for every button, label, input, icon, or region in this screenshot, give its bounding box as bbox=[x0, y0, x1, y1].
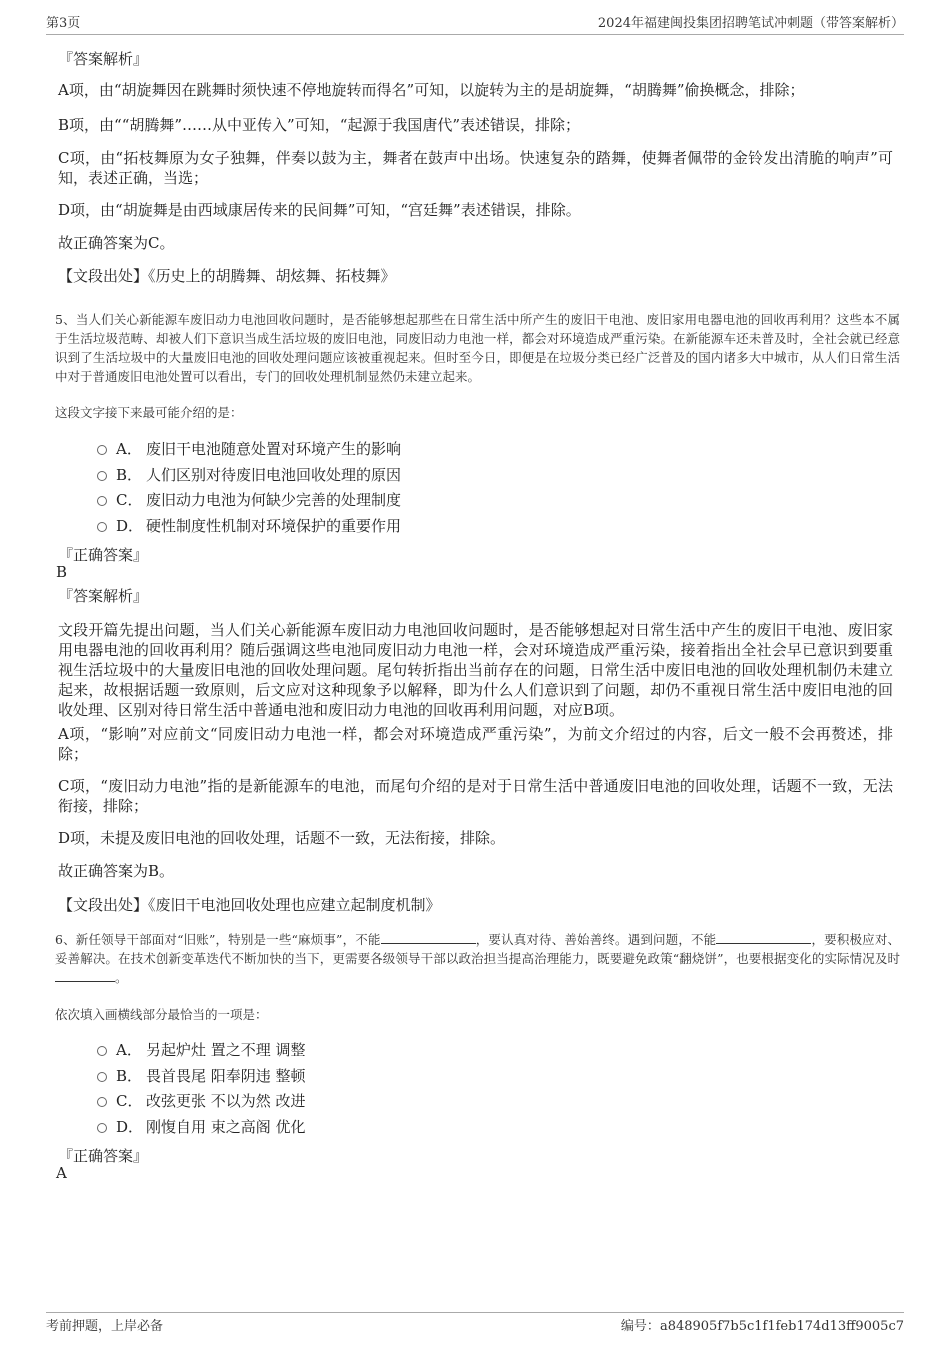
source-citation: 【文段出处】《历史上的胡腾舞、胡炫舞、拓枝舞》 bbox=[58, 267, 396, 285]
code-value: a848905f7b5c1f1feb174d13ff9005c7 bbox=[659, 1319, 904, 1334]
page-footer bbox=[46, 1312, 904, 1334]
document-code bbox=[621, 1315, 904, 1334]
option-text: 人们区别对待废旧电池回收处理的原因 bbox=[146, 465, 402, 484]
fill-blank-1 bbox=[381, 931, 476, 944]
option-d[interactable] bbox=[97, 1116, 306, 1136]
option-letter: B． bbox=[116, 465, 143, 484]
option-letter: D． bbox=[116, 516, 144, 535]
fill-blank-3 bbox=[55, 969, 115, 982]
option-text: 废旧干电池随意处置对环境产生的影响 bbox=[146, 439, 402, 458]
option-a[interactable] bbox=[97, 438, 401, 458]
radio-icon[interactable] bbox=[97, 522, 107, 532]
option-text: 改弦更张 不以为然 改进 bbox=[146, 1091, 306, 1110]
option-d[interactable] bbox=[97, 515, 401, 535]
answer-conclusion: 故正确答案为C。 bbox=[58, 234, 175, 252]
question-text-part: 6、新任领导干部面对“旧账”，特别是一些“麻烦事”，不能 bbox=[55, 932, 381, 947]
analysis-line: A项，由“胡旋舞因在跳舞时须快速不停地旋转而得名”可知，以旋转为主的是胡旋舞，“胡腾舞”偷换概念，排除； bbox=[58, 81, 805, 99]
option-a[interactable] bbox=[97, 1039, 306, 1059]
option-letter: C． bbox=[116, 490, 143, 509]
correct-answer-label: 『正确答案』 bbox=[58, 546, 149, 564]
option-text: 刚愎自用 束之高阁 优化 bbox=[146, 1117, 306, 1136]
option-letter: A． bbox=[116, 439, 142, 458]
page-header bbox=[46, 12, 904, 35]
radio-icon[interactable] bbox=[97, 1123, 107, 1133]
analysis-label: 『答案解析』 bbox=[58, 50, 149, 68]
option-c[interactable] bbox=[97, 489, 401, 509]
radio-icon[interactable] bbox=[97, 1097, 107, 1107]
option-text: 废旧动力电池为何缺少完善的处理制度 bbox=[146, 490, 402, 509]
radio-icon[interactable] bbox=[97, 1046, 107, 1056]
code-label: 编号： bbox=[620, 1319, 660, 1334]
answer-conclusion: 故正确答案为B。 bbox=[58, 862, 175, 880]
question-5-prompt: 这段文字接下来最可能介绍的是： bbox=[55, 405, 243, 420]
analysis-line: A项，“影响”对应前文“同废旧动力电池一样，都会对环境造成严重污染”，为前文介绍过的内容，后文一般不会再赘述，排除； bbox=[58, 725, 893, 763]
correct-answer: A bbox=[56, 1164, 67, 1182]
analysis-paragraph: 文段开篇先提出问题，当人们关心新能源车废旧动力电池回收问题时，是否能够想起对日常生活中产生的废旧干电池、废旧家用电器电池的回收再利用？随后强调这些电池同废旧动力电池一样，会对环境造成严重污染，接着指出全社会早已意识到要重视生活垃圾中的大量废旧电池的回收处理问题。尾句转折指出当前存在的问题，日常生活中废旧电池的回收处理机制仍未建立起来，故根据话题一致原则，后文应对这种现象予以解释，即为什么人们意识到了问题，却仍不重视日常生活中废旧电池的回收处理、区别对待日常生活中普通电池和废旧动力电池的回收再利用问题，对应B项。 bbox=[58, 621, 893, 719]
option-letter: D． bbox=[116, 1117, 144, 1136]
analysis-label: 『答案解析』 bbox=[58, 587, 149, 605]
option-letter: B． bbox=[116, 1066, 143, 1085]
question-6-prompt: 依次填入画横线部分最恰当的一项是： bbox=[55, 1007, 268, 1022]
question-text-part: 。 bbox=[115, 970, 128, 985]
radio-icon[interactable] bbox=[97, 445, 107, 455]
option-text: 另起炉灶 置之不理 调整 bbox=[146, 1040, 306, 1059]
fill-blank-2 bbox=[716, 931, 811, 944]
option-text: 硬性制度性机制对环境保护的重要作用 bbox=[146, 516, 402, 535]
analysis-line: C项，由“拓枝舞原为女子独舞，伴奏以鼓为主，舞者在鼓声中出场。快速复杂的踏舞，使舞者佩带的金铃发出清脆的响声”可知，表述正确，当选； bbox=[58, 149, 893, 187]
radio-icon[interactable] bbox=[97, 496, 107, 506]
analysis-line: D项，由“胡旋舞是由西域康居传来的民间舞”可知，“宫廷舞”表述错误，排除。 bbox=[58, 201, 581, 219]
option-text: 畏首畏尾 阳奉阴违 整顿 bbox=[146, 1066, 306, 1085]
radio-icon[interactable] bbox=[97, 1072, 107, 1082]
option-b[interactable] bbox=[97, 464, 401, 484]
page-number: 第3页 bbox=[46, 16, 81, 31]
analysis-line: C项，“废旧动力电池”指的是新能源车的电池，而尾句介绍的是对于日常生活中普通废旧电池的回收处理，话题不一致，无法衔接，排除； bbox=[58, 777, 893, 815]
option-letter: A． bbox=[116, 1040, 142, 1059]
option-b[interactable] bbox=[97, 1065, 306, 1085]
question-text-part: ，要积极应对、妥善解决。在技术创新变革迭代不断加快的当下，更需要各级领导干部以政治担当提高治理能力，既要避免政策“翻烧饼”，也要根据变化的实际情况及时 bbox=[55, 932, 900, 966]
option-letter: C． bbox=[116, 1091, 143, 1110]
correct-answer-label: 『正确答案』 bbox=[58, 1147, 149, 1165]
correct-answer: B bbox=[56, 563, 68, 581]
option-c[interactable] bbox=[97, 1090, 306, 1110]
analysis-line: B项，由““胡腾舞”……从中亚传入”可知，“起源于我国唐代”表述错误，排除； bbox=[58, 116, 581, 134]
question-5-text: 5、当人们关心新能源车废旧动力电池回收问题时，是否能够想起那些在日常生活中所产生的废旧干电池、废旧家用电器电池的回收再利用？这些本不属于生活垃圾范畴、却被人们下意识当成生活垃圾的废旧电池，同废旧动力电池一样，都会对环境造成严重污染。在新能源车还未普及时，全社会就已经意识到了生活垃圾中的大量废旧电池的回收处理问题应该被重视起来。但时至今日，即便是在垃圾分类已经广泛普及的国内诸多大中城市，从人们日常生活中对于普通废旧电池处置可以看出，专门的回收处理机制显然仍未建立起来。 bbox=[55, 312, 900, 384]
source-citation: 【文段出处】《废旧干电池回收处理也应建立起制度机制》 bbox=[58, 896, 441, 914]
document-title: 2024年福建闽投集团招聘笔试冲刺题（带答案解析） bbox=[597, 16, 904, 31]
question-text-part: ，要认真对待、善始善终。遇到问题，不能 bbox=[475, 932, 717, 947]
question-6-text bbox=[55, 930, 900, 987]
radio-icon[interactable] bbox=[97, 471, 107, 481]
footer-slogan: 考前押题，上岸必备 bbox=[46, 1319, 164, 1334]
analysis-line: D项，未提及废旧电池的回收处理，话题不一致，无法衔接，排除。 bbox=[58, 829, 506, 847]
